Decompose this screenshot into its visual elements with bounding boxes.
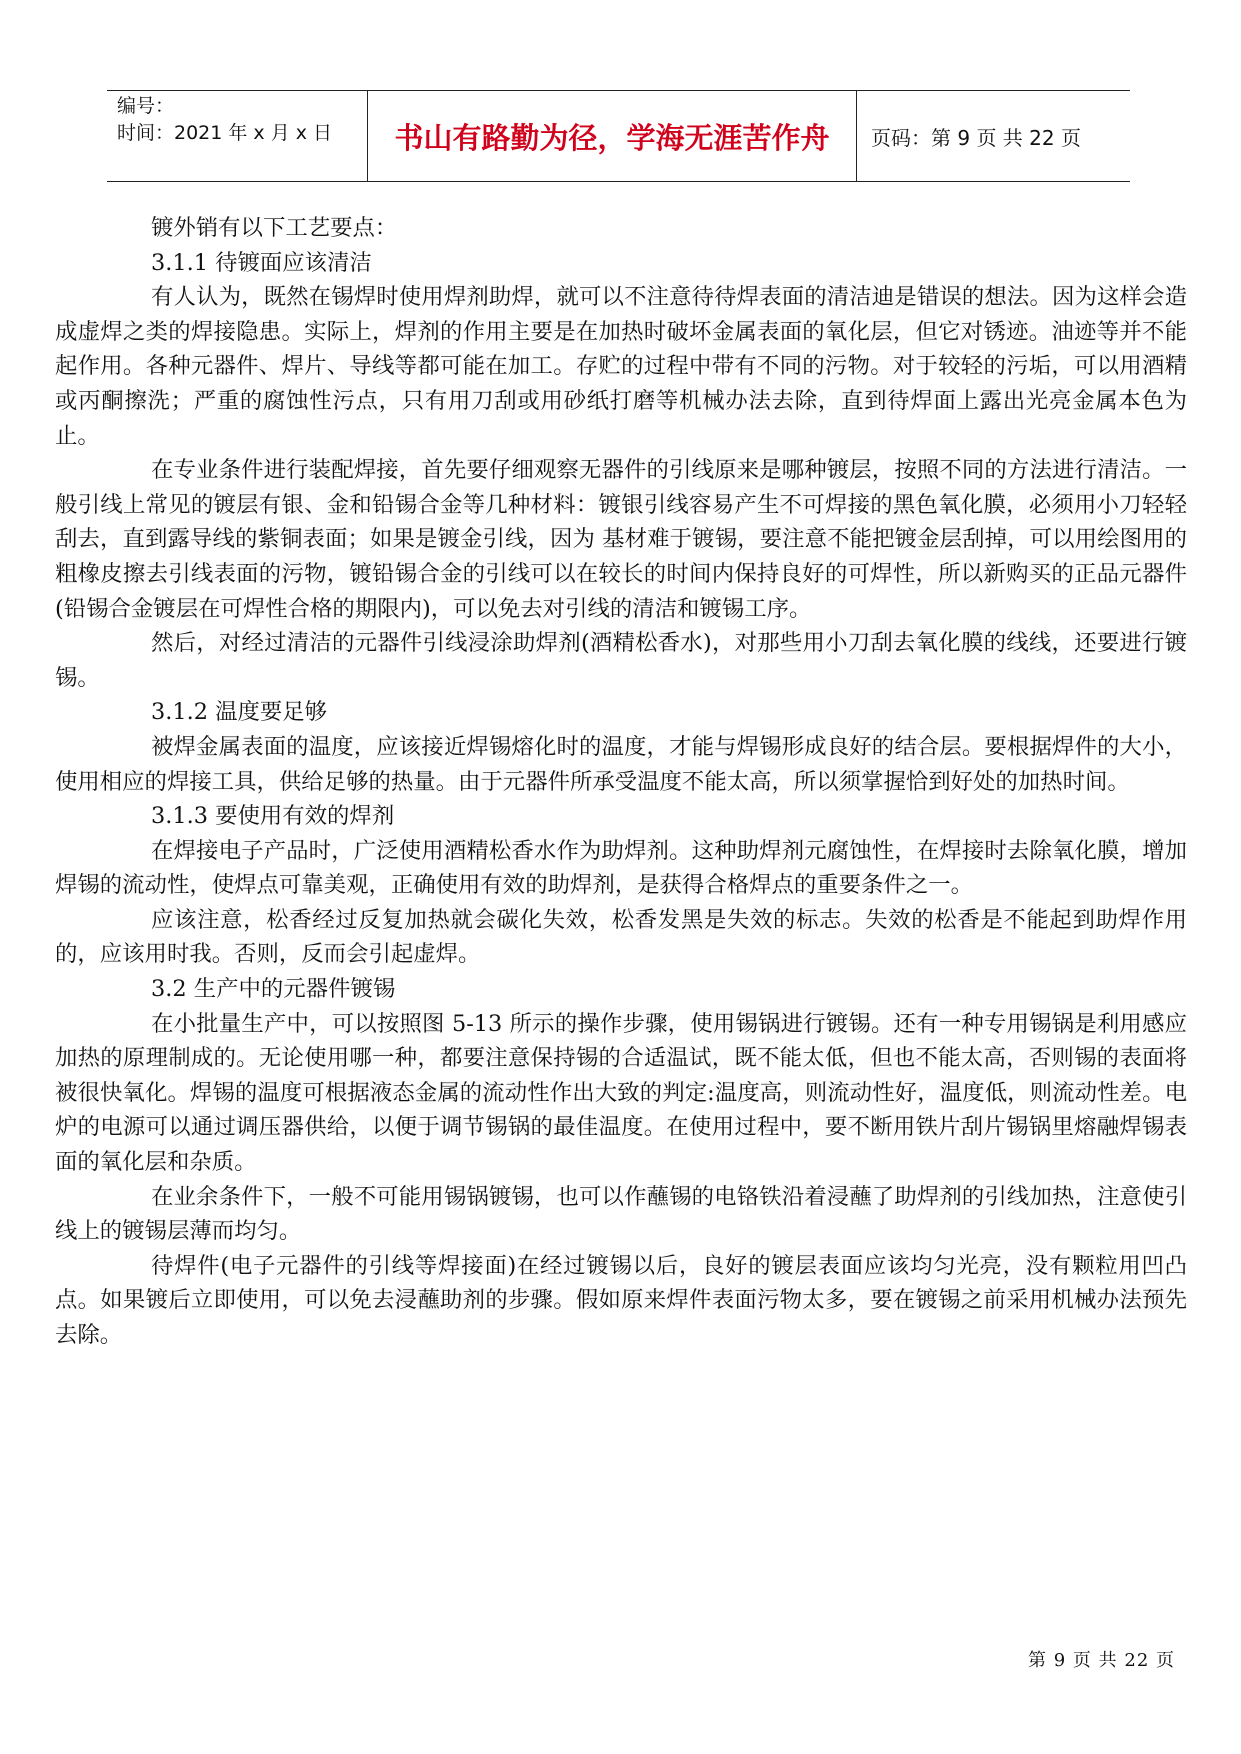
section-heading: 3.2 生产中的元器件镀锡: [151, 976, 396, 1003]
document-time-label: 时间：2021 年 x 月 x 日: [117, 122, 333, 144]
body-paragraph: 应该注意，松香经过反复加热就会碳化失效，松香发黑是失效的标志。失效的松香是不能起到助焊作用的，应该用时我。否则，反而会引起虚焊。: [55, 906, 1187, 968]
body-paragraph: 然后，对经过清洁的元器件引线浸涂助焊剂(酒精松香水)，对那些用小刀刮去氧化膜的线线，还要进行镀锡。: [55, 630, 1187, 691]
body-paragraph: 被焊金属表面的温度，应该接近焊锡熔化时的温度，才能与焊锡形成良好的结合层。要根据焊件的大小，使用相应的焊接工具，供给足够的热量。由于元器件所承受温度不能太高，所以须掌握恰到好处的加热时间。: [55, 733, 1187, 795]
document-number-label: 编号：: [117, 95, 175, 117]
section-heading: 3.1.3 要使用有效的焊剂: [151, 803, 395, 830]
body-paragraph: 镀外销有以下工艺要点：: [151, 215, 398, 241]
header-meta: [107, 91, 367, 181]
body-paragraph: 有人认为，既然在锡焊时使用焊剂助焊，就可以不注意待待焊表面的清洁迪是错误的想法。因为这样会造成虚焊之类的焊接隐患。实际上，焊剂的作用主要是在加热时破坏金属表面的氧化层，但它对锈迹。油迹等并不能起作用。各种元器件、焊片、导线等都可能在加工。存贮的过程中带有不同的污物。对于较轻的污垢，可以用酒精或丙酮擦洗；严重的腐蚀性污点，只有用刀刮或用砂纸打磨等机械办法去除，直到待焊面上露出光亮金属本色为止。: [55, 284, 1187, 449]
header-page-label: 页码：第 9 页 共 22 页: [871, 125, 1081, 150]
body-paragraph: 在专业条件进行装配焊接，首先要仔细观察无器件的引线原来是哪种镀层，按照不同的方法进行清洁。一般引线上常见的镀层有银、金和铅锡合金等几种材料：镀银引线容易产生不可焊接的黑色氧化膜，必须用小刀轻轻刮去，直到露导线的紫铜表面；如果是镀金引线，因为 基材难于镀锡，要注意不能把镀金层刮掉，可以用绘图用的粗橡皮擦去引线表面的污物，镀铅锡合金的引线可以在较长的时间内保持良好的可焊性，所以新购买的正品元器件(铅锡合金镀层在可焊性合格的期限内)，可以免去对引线的清洁和镀锡工序。: [55, 457, 1187, 622]
document-header: [107, 90, 1130, 182]
body-paragraph: 待焊件(电子元器件的引线等焊接面)在经过镀锡以后，良好的镀层表面应该均匀光亮，没有颗粒用凹凸点。如果镀后立即使用，可以免去浸蘸助剂的步骤。假如原来焊件表面污物太多，要在镀锡之前采用机械办法预先去除。: [55, 1252, 1187, 1348]
body-paragraph: 在焊接电子产品时，广泛使用酒精松香水作为助焊剂。这种助焊剂元腐蚀性，在焊接时去除氧化膜，增加焊锡的流动性，使焊点可靠美观，正确使用有效的助焊剂，是获得合格焊点的重要条件之一。: [55, 837, 1187, 899]
body-paragraph: 在业余条件下，一般不可能用锡锅镀锡，也可以作蘸锡的电铬铁沿着浸蘸了助焊剂的引线加热，注意使引线上的镀锡层薄而均匀。: [55, 1183, 1187, 1245]
header-motto: 书山有路勤为径，学海无涯苦作舟: [367, 91, 857, 181]
body-paragraph: 在小批量生产中，可以按照图 5-13 所示的操作步骤，使用锡锅进行镀锡。还有一种专用锡锅是利用感应加热的原理制成的。无论使用哪一种，都要注意保持锡的合适温试，既不能太低，但也不能太高，否则锡的表面将被很快氧化。焊锡的温度可根据液态金属的流动性作出大致的判定:温度高，则流动性好，温度低，则流动性差。电炉的电源可以通过调压器供给，以便于调节锡锅的最佳温度。在使用过程中，要不断用铁片刮片锡锅里熔融焊锡表面的氧化层和杂质。: [55, 1010, 1187, 1176]
section-heading: 3.1.2 温度要足够: [151, 699, 328, 726]
document-body: [55, 211, 1187, 1353]
section-heading: 3.1.1 待镀面应该清洁: [151, 249, 372, 276]
page-footer: 第 9 页 共 22 页: [1028, 1650, 1175, 1671]
